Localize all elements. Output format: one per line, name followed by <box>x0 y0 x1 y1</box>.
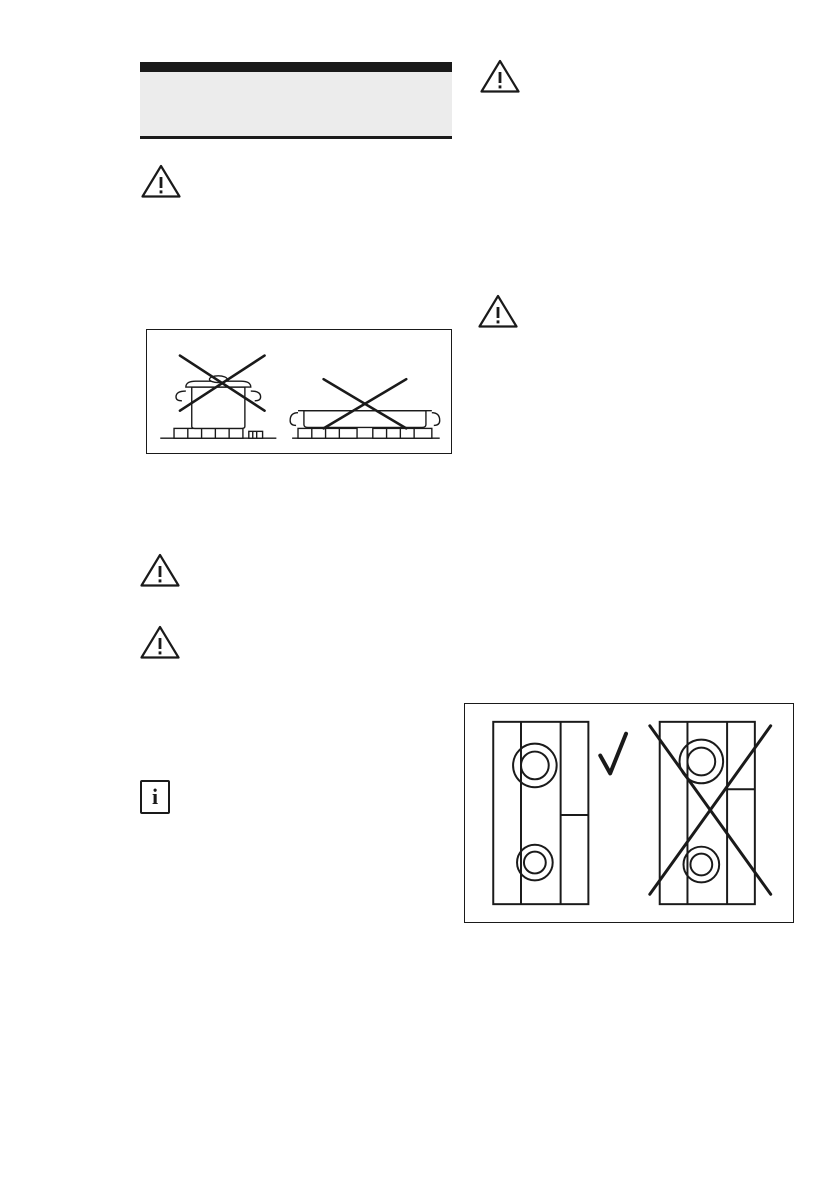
table-row <box>140 136 452 139</box>
table-row <box>140 72 452 96</box>
information-icon <box>140 780 174 818</box>
warning-triangle-icon <box>477 292 519 330</box>
table-band-row <box>140 72 452 96</box>
figure-incorrect-cookware <box>146 329 452 454</box>
table-band-row-tall <box>140 96 452 136</box>
table-rule-bottom <box>140 136 452 139</box>
table-row <box>140 96 452 136</box>
warning-triangle-icon <box>139 623 181 661</box>
specification-table <box>140 62 452 139</box>
table-row <box>140 62 452 69</box>
information-icon-glyph: i <box>140 780 170 814</box>
figure-pan-support-orientation <box>464 703 794 923</box>
table-rule-top <box>140 62 452 69</box>
warning-triangle-icon <box>140 162 182 200</box>
warning-triangle-icon <box>139 551 181 589</box>
warning-triangle-icon <box>479 57 521 95</box>
